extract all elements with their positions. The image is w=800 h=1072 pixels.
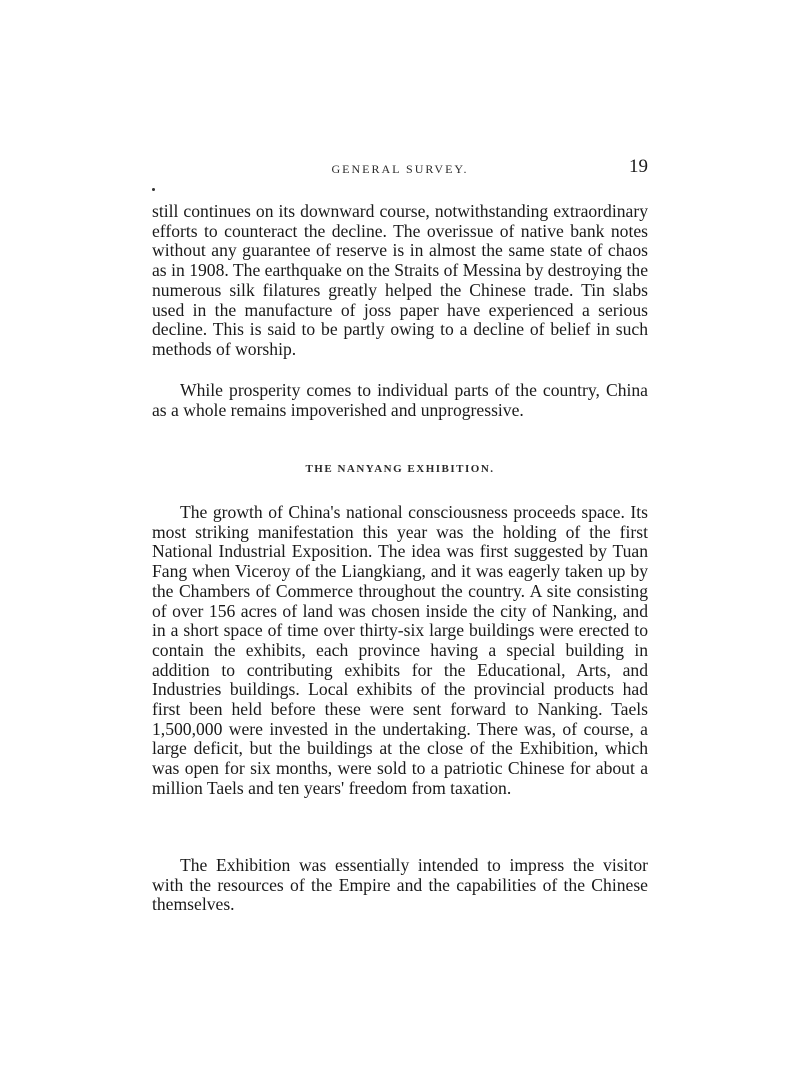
section-heading: THE NANYANG EXHIBITION. (305, 463, 495, 475)
running-title: GENERAL SURVEY. (331, 162, 469, 176)
ink-speck-mark (152, 188, 155, 191)
paragraph-prosperity: While prosperity comes to individual parts of the country, China as a whole remains impoverished and unprogressive. (152, 380, 648, 420)
paragraph-exhibition-history: The growth of China's national consciousness proceeds space. Its most striking manifestation this year was the holding of the first National Industrial Exposition. The idea was first suggested by Tuan Fang when Viceroy of the Liangkiang, and it was eagerly taken up by the Chambers of Commerce throughout the country. A site consisting of over 156 acres of land was chosen inside the city of Nanking, and in a short space of time over thirty-six large buildings were erected to contain the exhibits, each province having a special building in addition to contributing exhibits for the Educational, Arts, and Industries buildings. Local exhibits of the provincial products had first been held before these were sent forward to Nanking. Taels 1,500,000 were invested in the undertaking. There was, of course, a large deficit, but the buildings at the close of the Exhibition, which was open for six months, were sold to a patriotic Chinese for about a million Taels and ten years' freedom from taxation. (152, 502, 648, 798)
paragraph-continuation: still continues on its downward course, notwithstanding extraordinary efforts to counteract the decline. The overissue of native bank notes without any guarantee of reserve is in almost the same state of chaos as in 1908. The earthquake on the Straits of Messina by destroying the numerous silk filatures greatly helped the Chinese trade. Tin slabs used in the manufacture of joss paper have experienced a serious decline. This is said to be partly owing to a decline of belief in such methods of worship. (152, 201, 648, 359)
running-head (152, 158, 648, 182)
paragraph-exhibition-purpose: The Exhibition was essentially intended to impress the visitor with the resources of the Empire and the capabilities of the Chinese themselves. (152, 855, 648, 915)
page-number: 19 (629, 156, 648, 177)
